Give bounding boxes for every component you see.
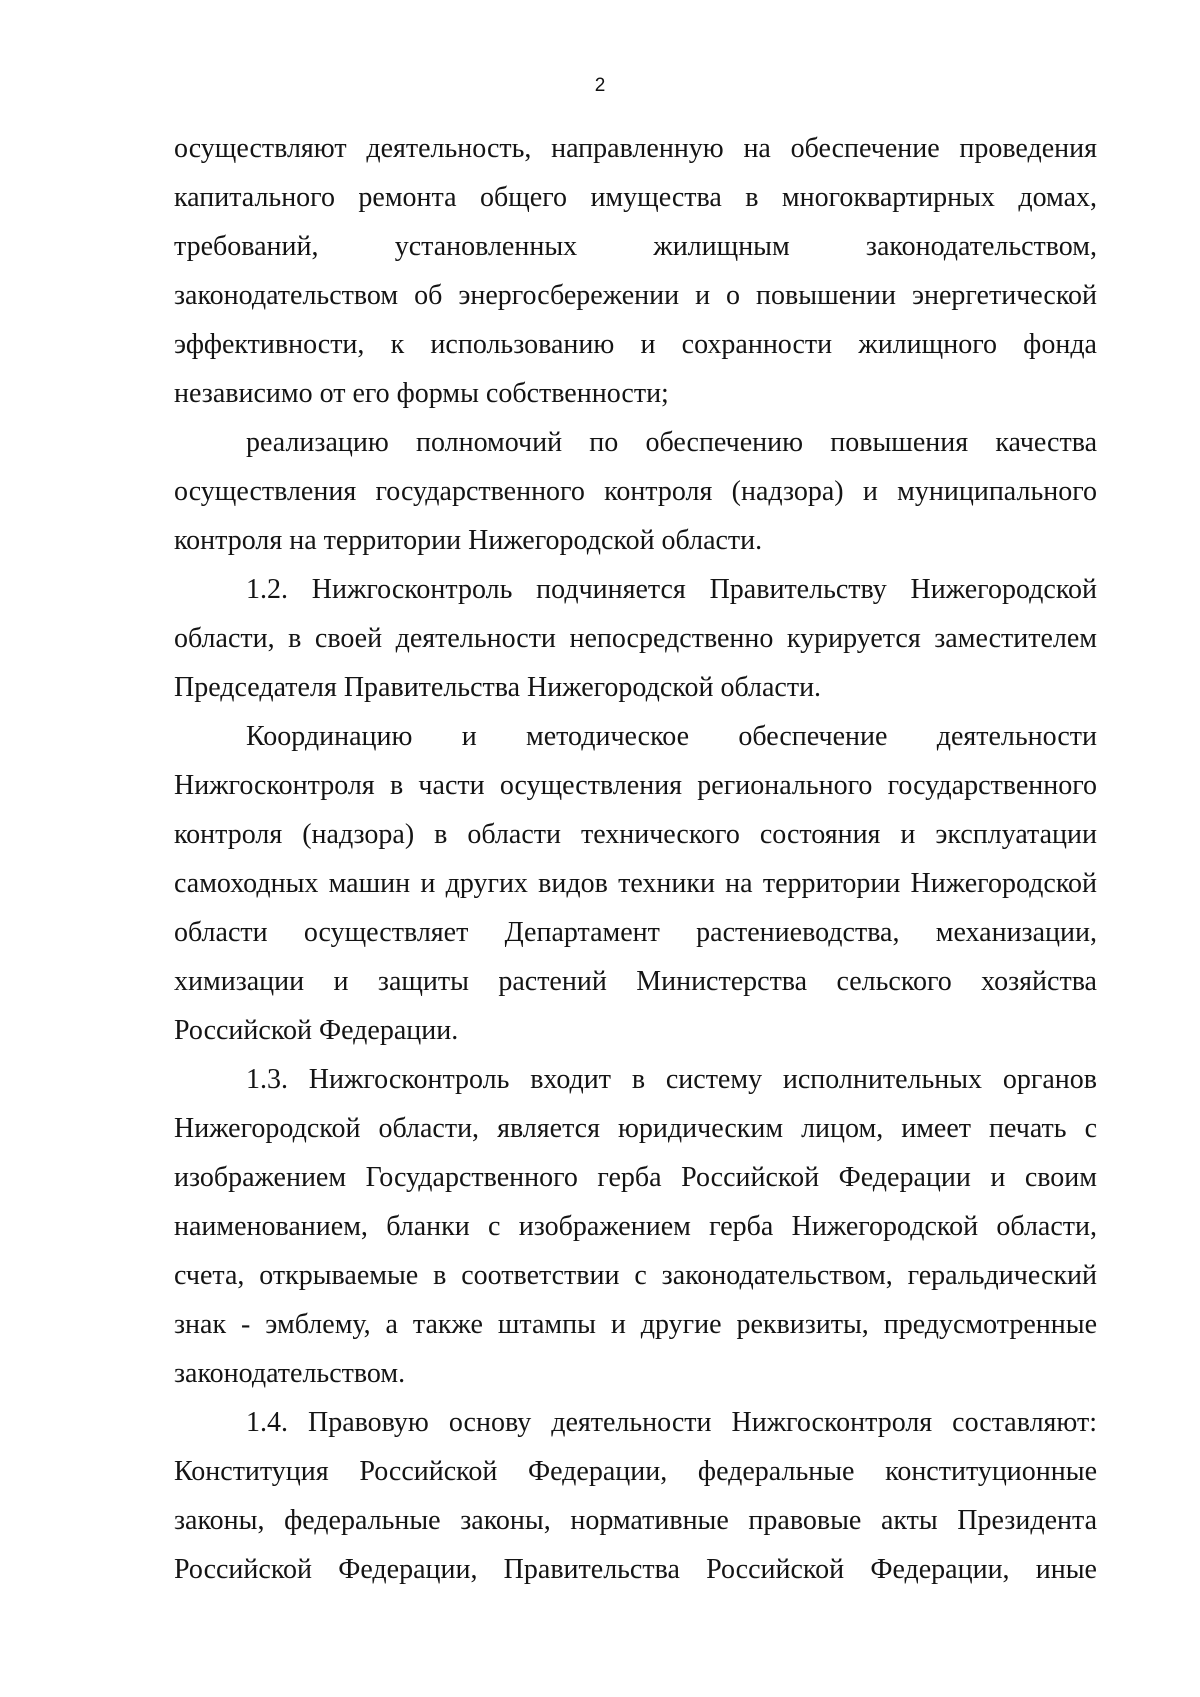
- paragraph-1-2: 1.2. Нижгосконтроль подчиняется Правительству Нижегородской области, в своей деятельности непосредственно курируется заместителем Председателя Правительства Нижегородской области.: [174, 574, 1097, 703]
- paragraph-1-4: 1.4. Правовую основу деятельности Нижгосконтроля составляют: Конституция Российской Федерации, федеральные конституционные законы, федеральные законы, нормативные правовые акты Президента Российской Федерации, Правительства Российской Федерации, иные: [174, 1407, 1097, 1585]
- paragraph-powers: реализацию полномочий по обеспечению повышения качества осуществления государственного контроля (надзора) и муниципального контроля на территории Нижегородской области.: [174, 427, 1097, 556]
- document-body: [174, 124, 1097, 1594]
- paragraph-1-3: 1.3. Нижгосконтроль входит в систему исполнительных органов Нижегородской области, является юридическим лицом, имеет печать с изображением Государственного герба Российской Федерации и своим наименованием, бланки с изображением герба Нижегородской области, счета, открываемые в соответствии с законодательством, геральдический знак - эмблему, а также штампы и другие реквизиты, предусмотренные законодательством.: [174, 1064, 1097, 1389]
- paragraph-coordination: Координацию и методическое обеспечение деятельности Нижгосконтроля в части осуществления регионального государственного контроля (надзора) в области технического состояния и эксплуатации самоходных машин и других видов техники на территории Нижегородской области осуществляет Департамент растениеводства, механизации, химизации и защиты растений Министерства сельского хозяйства Российской Федерации.: [174, 721, 1097, 1046]
- page-number: 2: [594, 75, 606, 96]
- paragraph-continuation: осуществляют деятельность, направленную на обеспечение проведения капитального ремонта общего имущества в многоквартирных домах, требований, установленных жилищным законодательством, законодательством об энергосбережении и о повышении энергетической эффективности, к использованию и сохранности жилищного фонда независимо от его формы собственности;: [174, 133, 1097, 409]
